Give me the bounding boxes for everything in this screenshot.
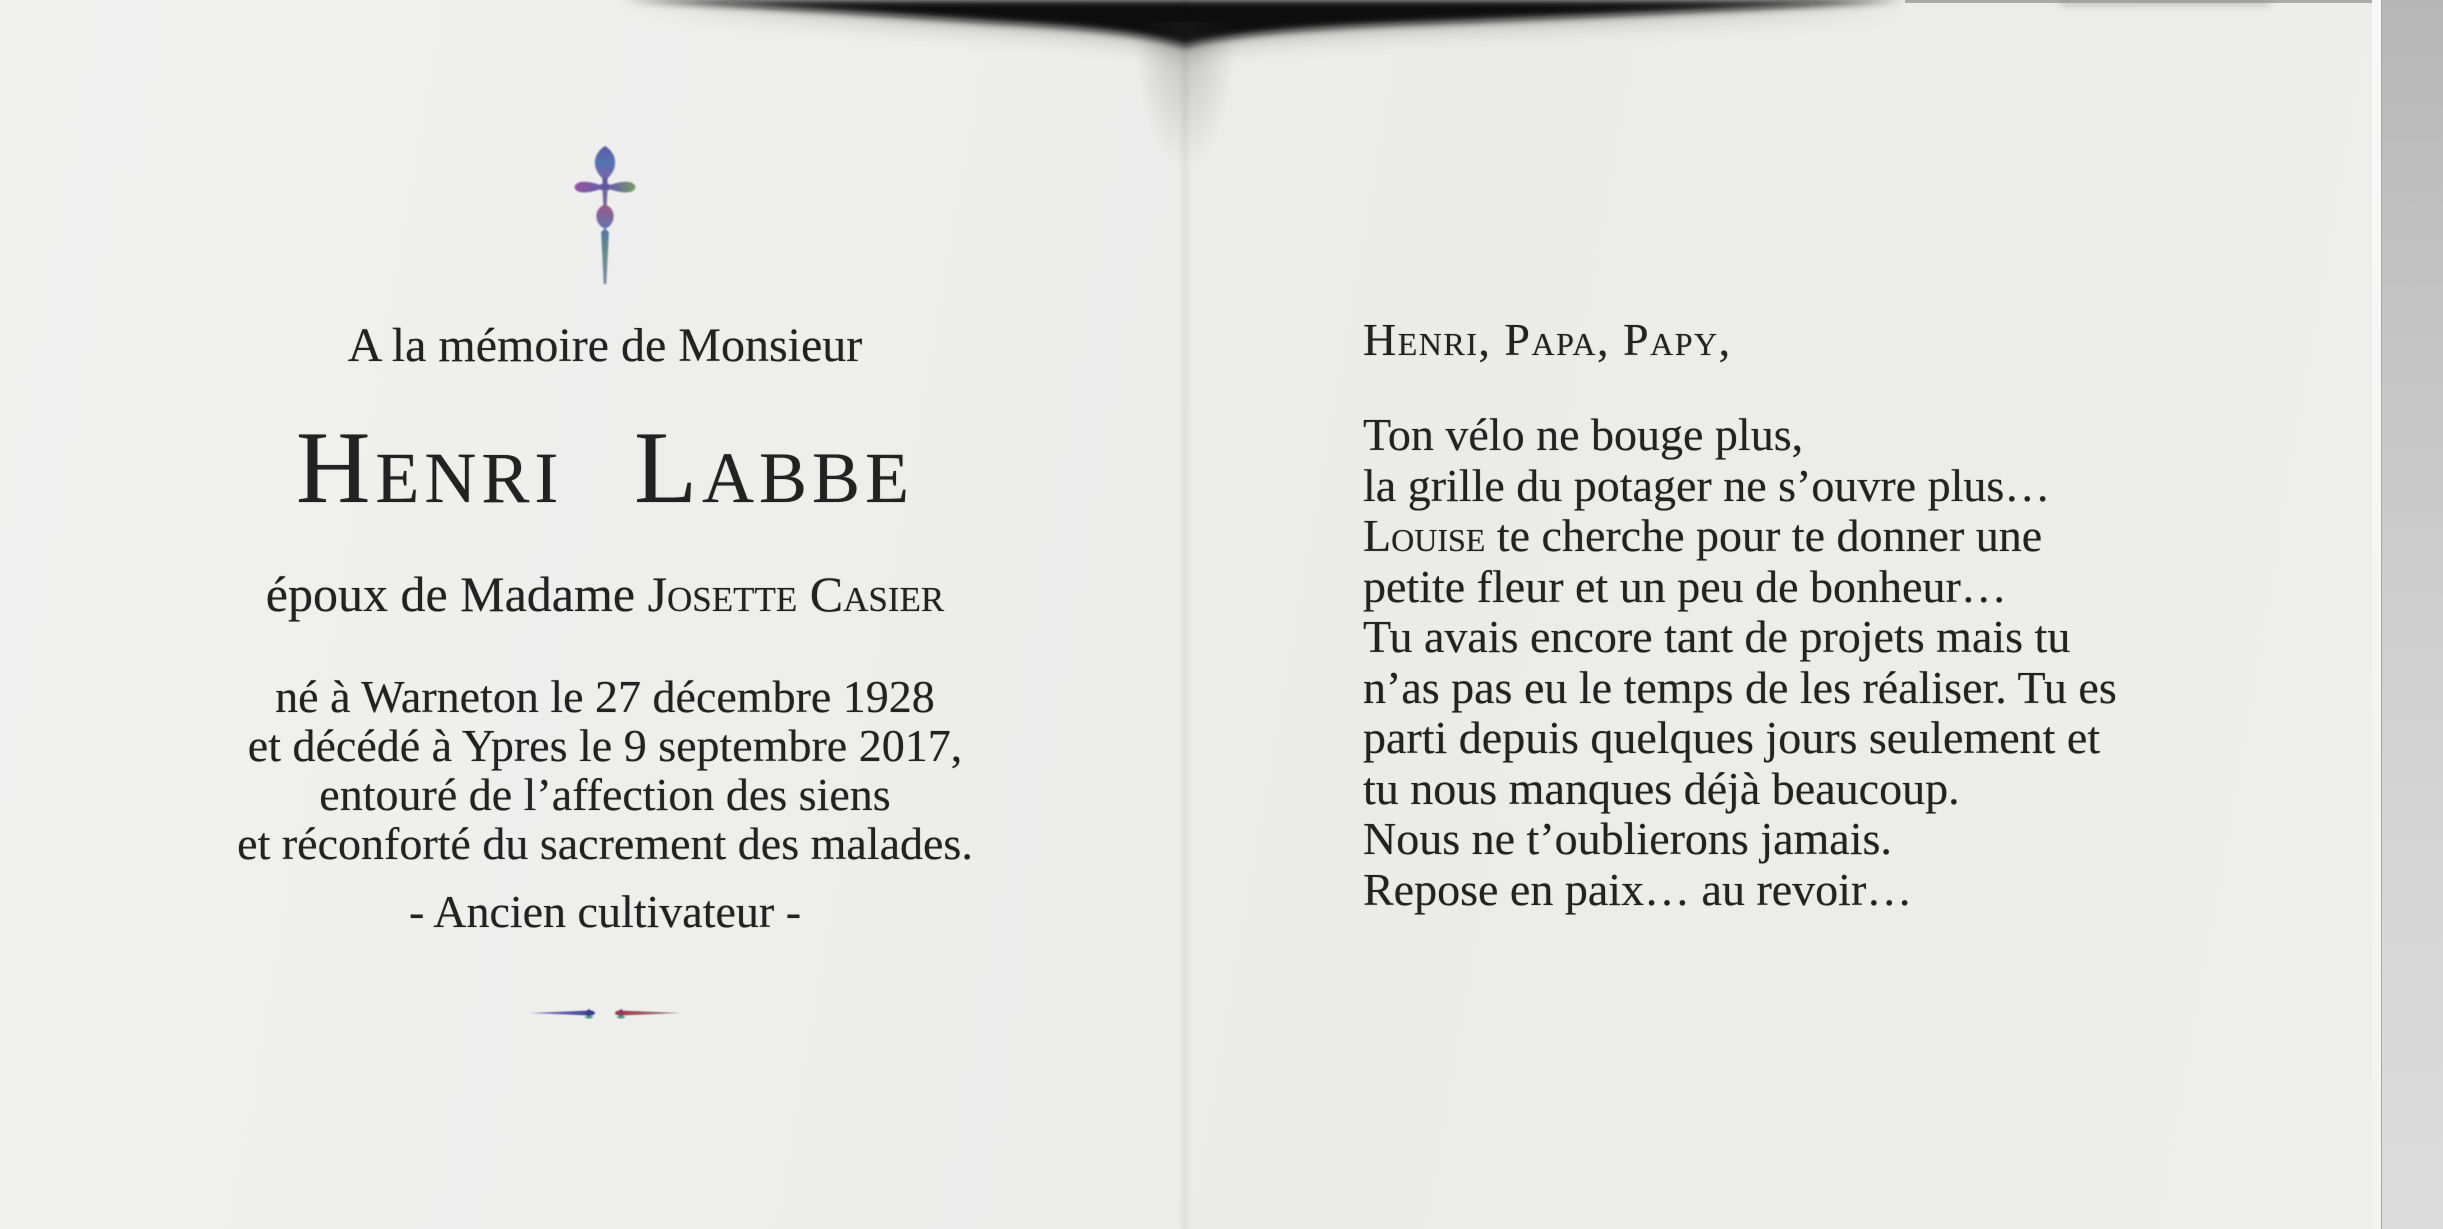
center-fold-line [1178, 0, 1192, 1229]
message-line: petite fleur et un peu de bonheur… [1363, 560, 2007, 612]
spouse-prefix: époux de Madame [265, 566, 648, 622]
intro-line: A la mémoire de Monsieur [347, 319, 863, 372]
message-line: Nous ne t’oublierons jamais. [1363, 813, 1892, 864]
memorial-cross-icon [571, 144, 639, 286]
card-edge-highlight [2372, 0, 2381, 1229]
message-line: Louise te cherche pour te donner une [1363, 510, 2043, 561]
divider-ornament-icon [527, 1006, 683, 1020]
bio-line-affection: entouré de l’affection des siens [319, 769, 891, 820]
bio-line-death: et décédé à Ypres le 9 septembre 2017, [247, 720, 963, 771]
salutation-line: Henri, Papa, Papy, [1363, 314, 1732, 365]
message-line: Repose en paix… au revoir… [1363, 863, 1913, 915]
message-line: la grille du potager ne s’ouvre plus… [1363, 459, 2051, 511]
message-line: Ton vélo ne bouge plus, [1363, 409, 1804, 460]
message-line: tu nous manques déjà beaucoup. [1363, 762, 1960, 814]
deceased-name: Henri Labbe [295, 411, 915, 525]
message-line: Tu avais encore tant de projets mais tu [1363, 611, 2071, 662]
occupation-line: - Ancien cultivateur - [408, 886, 802, 937]
bio-block [170, 672, 1040, 868]
scanner-background-strip [2381, 0, 2443, 1229]
message-line: parti depuis quelques jours seulement et [1363, 712, 2101, 763]
message-line: n’as pas eu le temps de les réaliser. Tu es [1363, 661, 2117, 713]
spouse-name: Josette Casier [647, 566, 945, 622]
spouse-line [170, 566, 1040, 622]
message-block [1363, 410, 2243, 915]
bio-line-sacrament: et réconforté du sacrement des malades. [237, 818, 973, 869]
bio-line-birth: né à Warneton le 27 décembre 1928 [275, 671, 935, 722]
